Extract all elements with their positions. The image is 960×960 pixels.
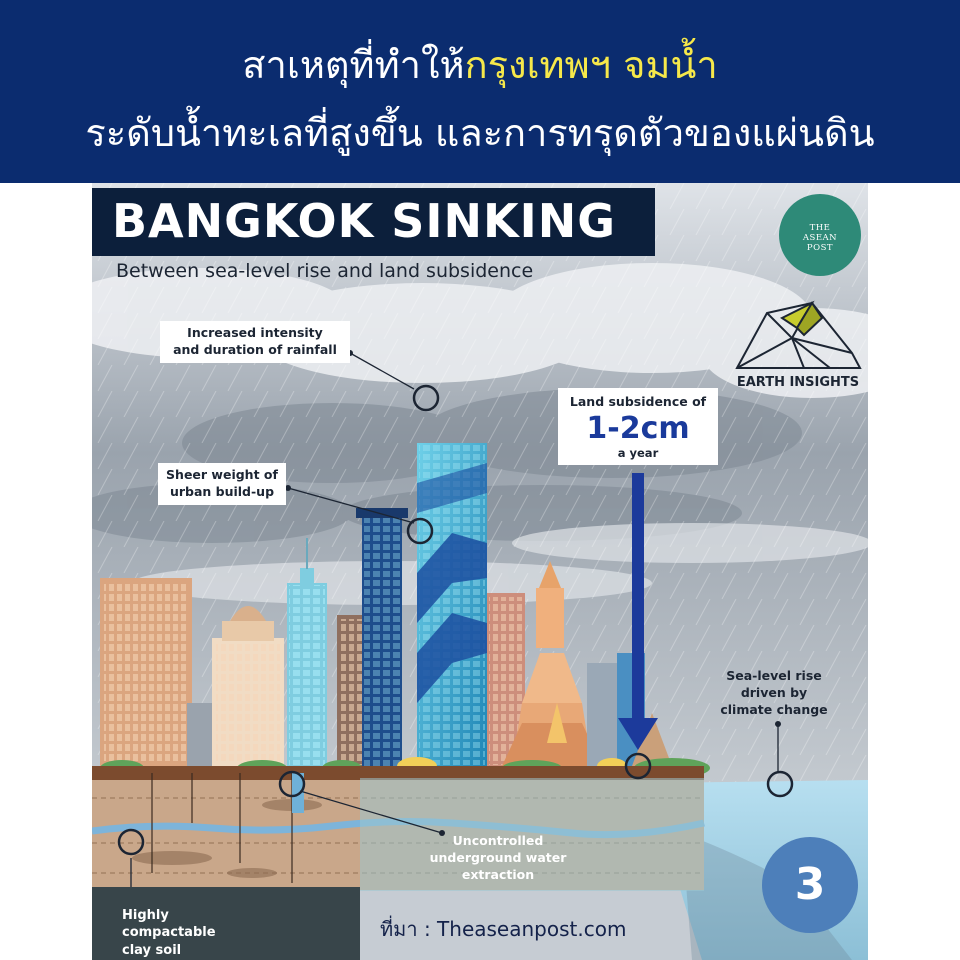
callout-clay-line2: compactable bbox=[122, 925, 216, 941]
callout-water-line2: underground water bbox=[429, 849, 567, 865]
page-number-badge: 3 bbox=[762, 837, 858, 933]
poster-title: BANGKOK SINKING bbox=[112, 194, 617, 248]
header-title bbox=[0, 44, 960, 88]
callout-weight-line2: urban build-up bbox=[169, 483, 275, 499]
callout-clay-line3: clay soil bbox=[122, 942, 182, 958]
poster-title-box bbox=[92, 188, 655, 256]
callout-water-extraction bbox=[407, 833, 589, 884]
logo-text-line2: ASEAN bbox=[802, 232, 838, 243]
callout-subsidence-line3: a year bbox=[617, 446, 659, 460]
ground-surface bbox=[92, 766, 704, 780]
source-credit: ที่มา : Theaseanpost.com bbox=[380, 917, 627, 941]
header-subtitle: ระดับน้ำทะเลที่สูงขึ้น และการทรุดตัวของแผ่นดิน bbox=[85, 111, 875, 155]
poster bbox=[92, 183, 868, 960]
callout-urban-weight bbox=[158, 463, 286, 505]
header-title-prefix: สาเหตุที่ทำให้ bbox=[242, 43, 465, 87]
logo-text-line1: THE bbox=[809, 223, 831, 233]
header-banner bbox=[0, 0, 960, 183]
callout-water-line1: Uncontrolled bbox=[452, 833, 544, 848]
callout-subsidence-value: 1-2cm bbox=[586, 411, 690, 446]
logo-text-line3: POST bbox=[806, 242, 834, 253]
callout-sea-level bbox=[704, 668, 844, 719]
callout-clay-line1: Highly bbox=[122, 908, 169, 923]
callout-weight-line1: Sheer weight of bbox=[166, 467, 278, 482]
header-title-highlight: กรุงเทพฯ จมน้ำ bbox=[464, 43, 718, 87]
callout-sea-line1: Sea-level rise bbox=[726, 668, 822, 683]
callout-rainfall-line1: Increased intensity bbox=[187, 325, 323, 340]
poster-subtitle: Between sea-level rise and land subsidence bbox=[116, 260, 534, 282]
callout-land-subsidence bbox=[558, 388, 718, 465]
asean-post-logo bbox=[779, 194, 861, 276]
callout-sea-line2: driven by bbox=[740, 684, 808, 700]
callout-sea-line3: climate change bbox=[720, 701, 828, 717]
callout-rainfall-line2: and duration of rainfall bbox=[173, 341, 337, 357]
callout-clay-soil bbox=[122, 907, 262, 959]
clay-soil-box bbox=[92, 887, 360, 960]
callout-subsidence-line1: Land subsidence of bbox=[569, 394, 707, 409]
callout-rainfall bbox=[160, 321, 350, 363]
earth-insights-label: EARTH INSIGHTS bbox=[736, 375, 860, 390]
callout-water-line3: extraction bbox=[461, 866, 535, 882]
